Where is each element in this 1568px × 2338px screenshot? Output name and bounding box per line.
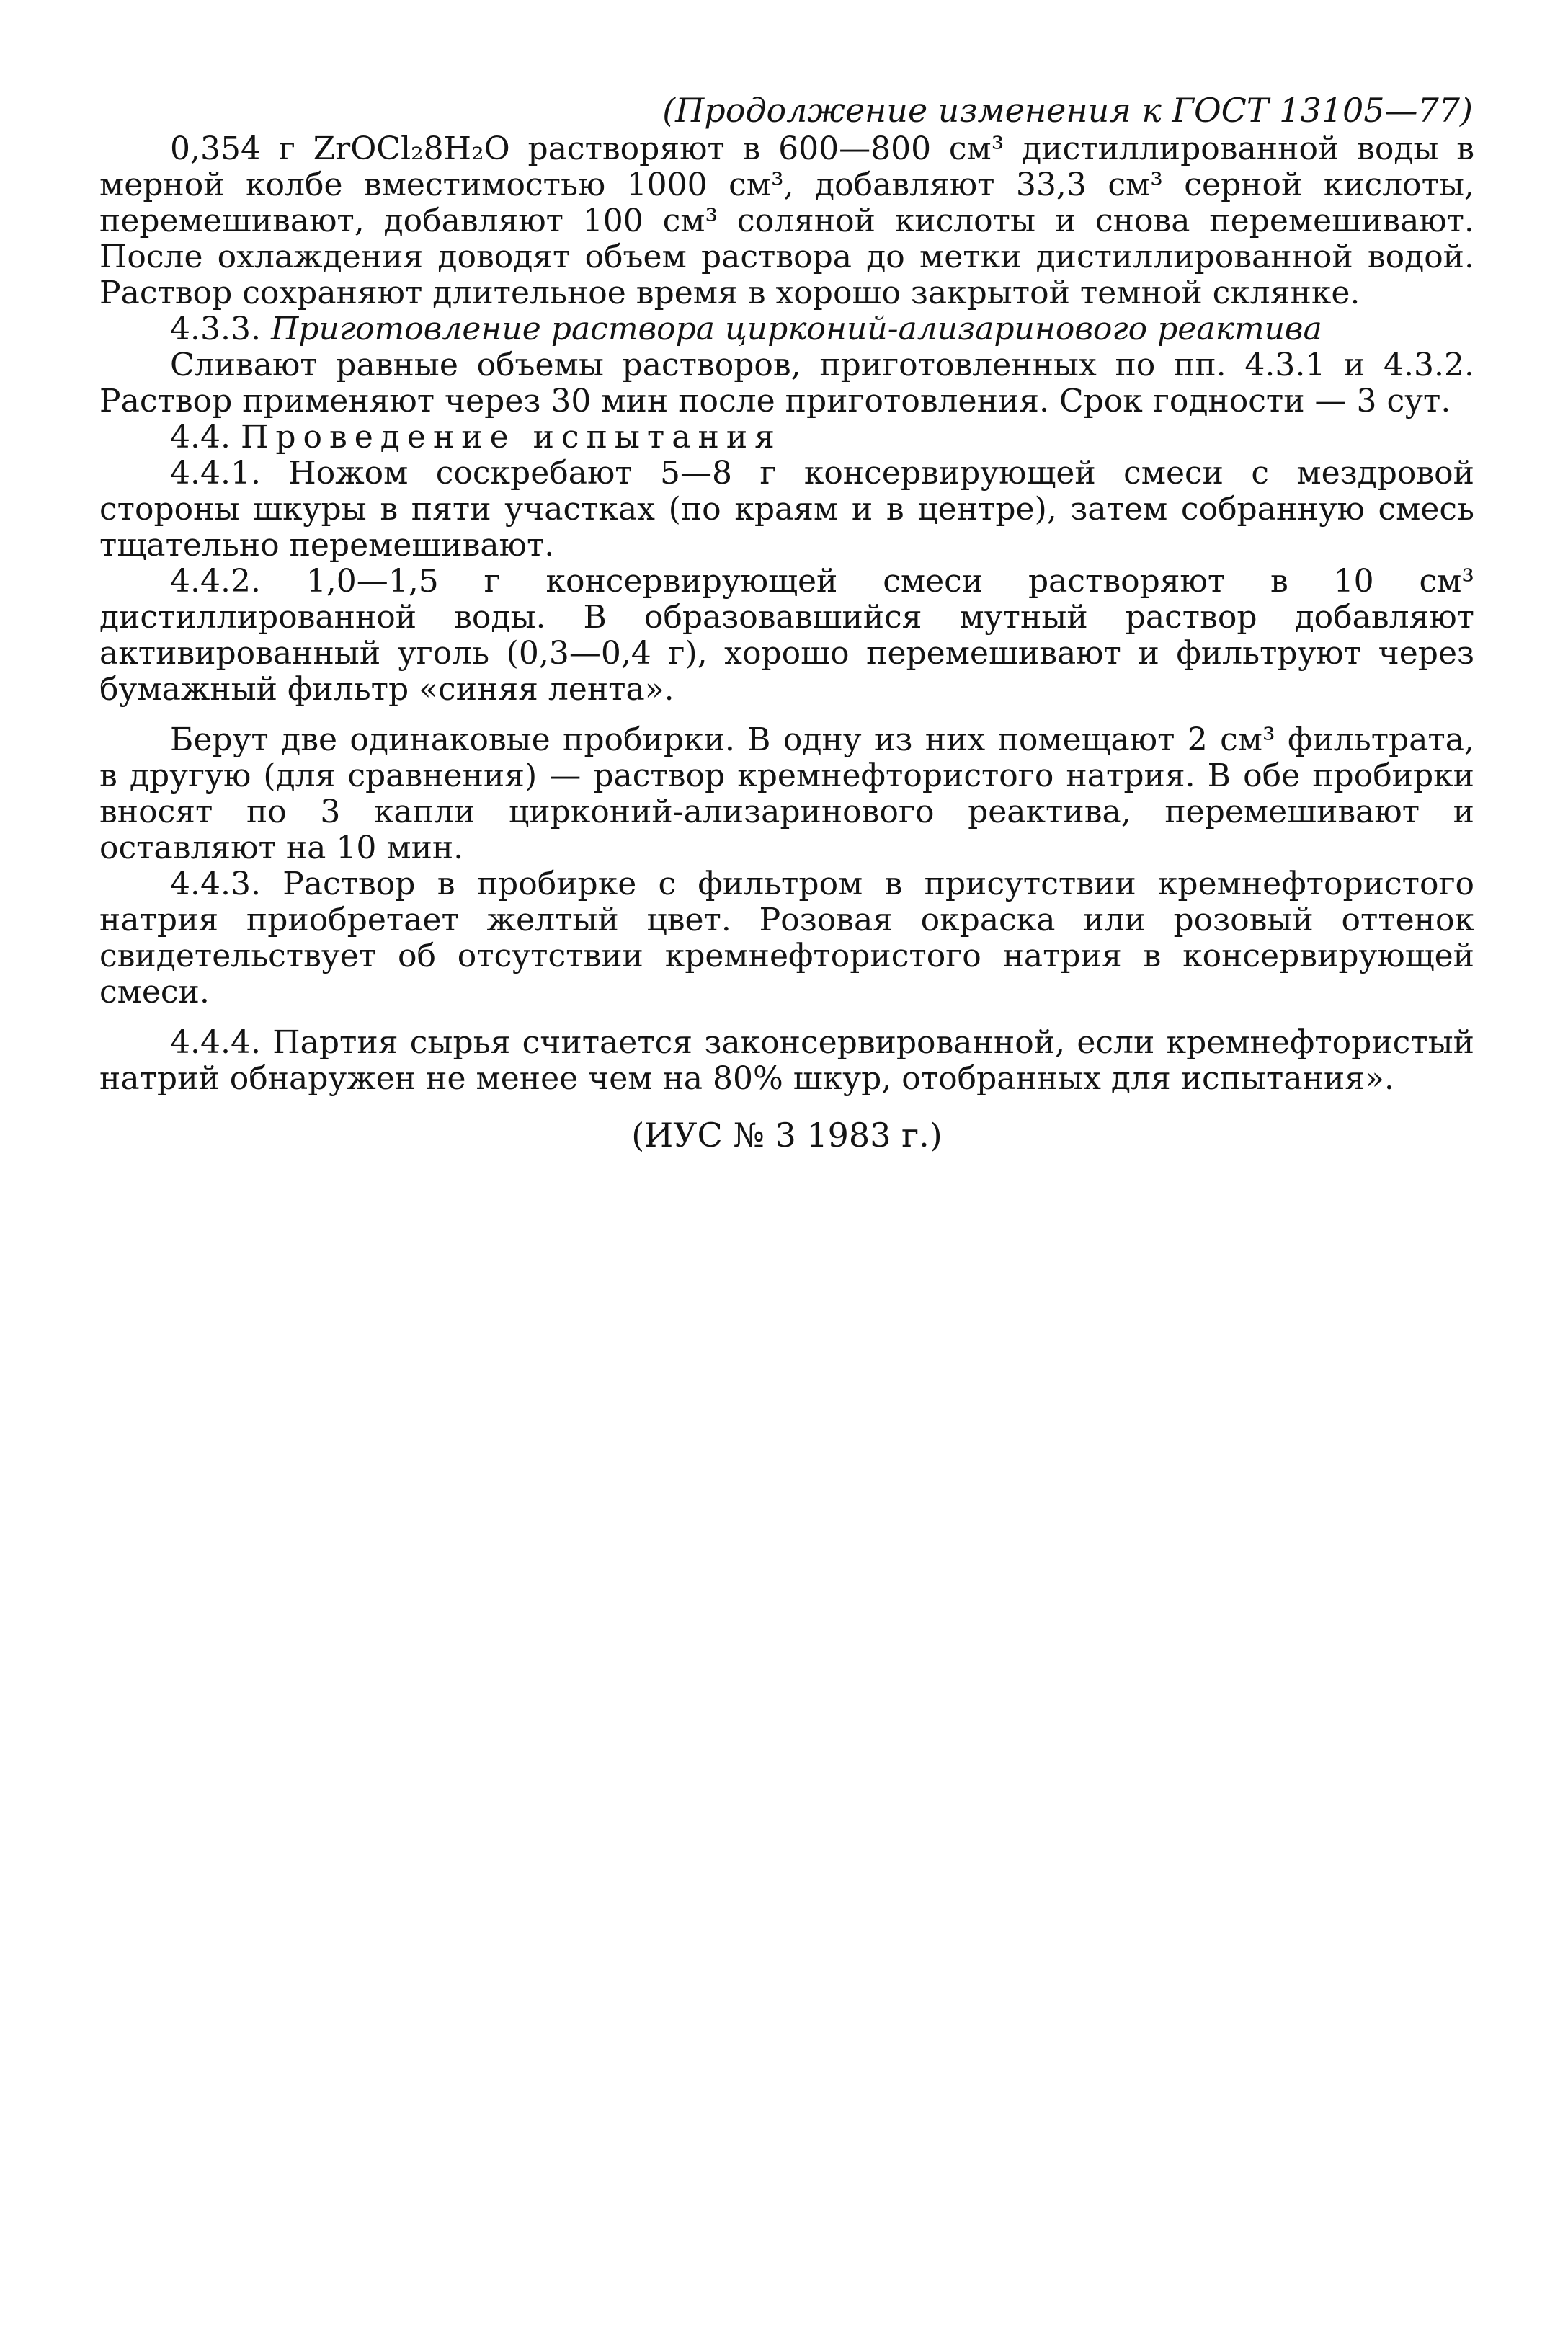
section-4-4-heading [99, 419, 1474, 455]
continuation-header: (Продолжение изменения к ГОСТ 13105—77) [662, 91, 1473, 130]
section-number: 4.3.3. [170, 311, 261, 347]
section-title: Проведение испытания [240, 419, 782, 455]
paragraph-4-4-1: 4.4.1. Ножом соскребают 5—8 г консервирующей смеси с мездровой стороны шкуры в пяти участках (по краям и в центре), затем собранную смесь тщательно перемешивают. [99, 455, 1474, 564]
section-title: Приготовление раствора цирконий-ализаринового реактива [270, 311, 1322, 347]
paragraph-4-4-4: 4.4.4. Партия сырья считается законсервированной, если кремнефтористый натрий обнаружен не менее чем на 80% шкур, отобранных для испытания». [99, 1024, 1474, 1097]
paragraph-4-4-2: 4.4.2. 1,0—1,5 г консервирующей смеси растворяют в 10 см³ дистиллированной воды. В образовавшийся мутный раствор добавляют активированный уголь (0,3—0,4 г), хорошо перемешивают и фильтруют через бумажный фильтр «синяя лента». [99, 563, 1474, 708]
document-body [99, 92, 1474, 1153]
paragraph-mixing-solutions: Сливают равные объемы растворов, приготовленных по пп. 4.3.1 и 4.3.2. Раствор применяют через 30 мин после приготовления. Срок годности — 3 сут. [99, 347, 1474, 419]
paragraph-test-tubes: Берут две одинаковые пробирки. В одну из них помещают 2 см³ фильтрата, в другую (для сравнения) — раствор кремнефтористого натрия. В обе пробирки вносят по 3 капли цирконий-ализаринового реактива, перемешивают и оставляют на 10 мин. [99, 721, 1474, 866]
section-4-3-3-heading [99, 311, 1474, 347]
paragraph-4-4-3: 4.4.3. Раствор в пробирке с фильтром в присутствии кремнефтористого натрия приобретает желтый цвет. Розовая окраска или розовый оттенок свидетельствует об отсутствии кремнефтористого натрия в консервирующей смеси. [99, 866, 1474, 1010]
section-number: 4.4. [170, 419, 231, 455]
ius-reference: (ИУС № 3 1983 г.) [631, 1116, 943, 1155]
paragraph-zirconium-solution: 0,354 г ZrOCl₂8H₂O растворяют в 600—800 см³ дистиллированной воды в мерной колбе вместимостью 1000 см³, добавляют 33,3 см³ серной кислоты, перемешивают, добавляют 100 см³ соляной кислоты и снова перемешивают. После охлаждения доводят объем раствора до метки дистиллированной водой. Раствор сохраняют длительное время в хорошо закрытой темной склянке. [99, 130, 1474, 311]
